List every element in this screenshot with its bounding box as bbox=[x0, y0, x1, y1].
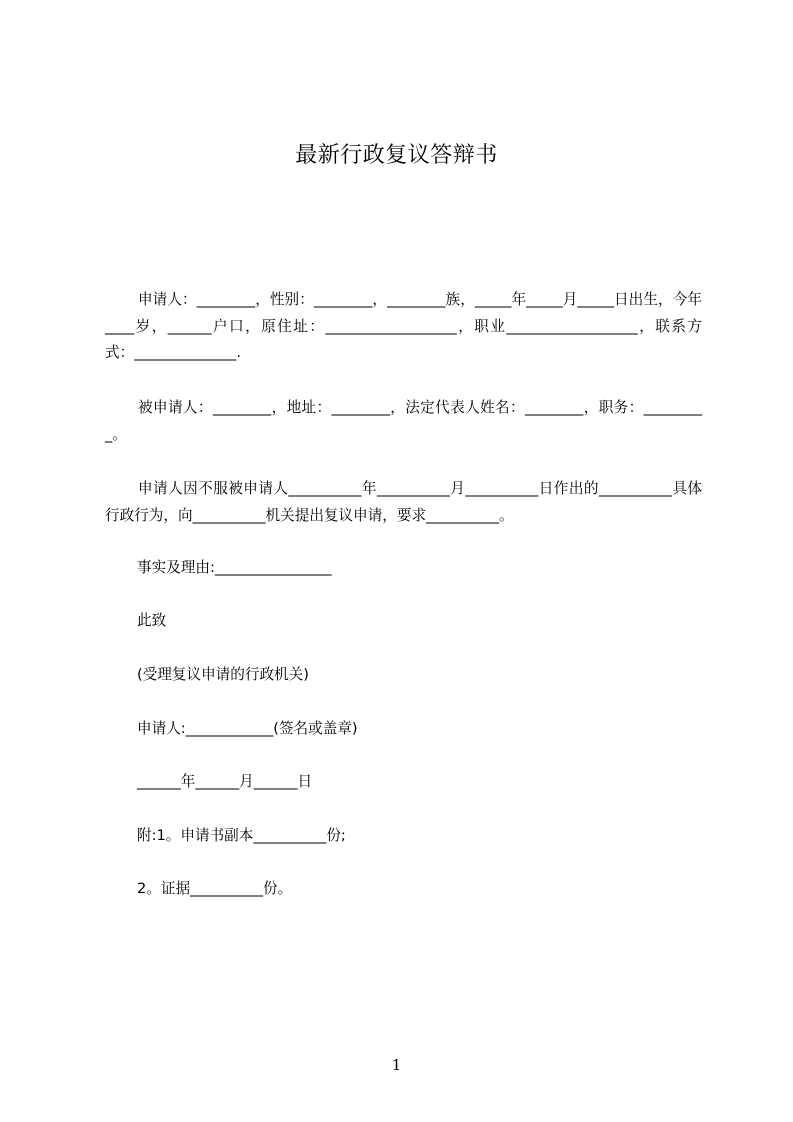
salutation-line: 此致 bbox=[137, 612, 167, 629]
attachment-2-line: 2。证据__________份。 bbox=[137, 880, 293, 897]
signature-line: 申请人:____________(签名或盖章) bbox=[137, 720, 358, 737]
date-line: ______年______月______日 bbox=[137, 773, 313, 790]
applicant-info-paragraph: 申请人：________，性别：________，________族，_____年_____月_____日出生，今年____岁，______户口，原住址：__________________，职业__________________，联系方式：______________. bbox=[105, 291, 702, 362]
attachment-1-line: 附:1。申请书副本__________份; bbox=[137, 827, 346, 844]
request-paragraph: 申请人因不服被申请人__________年__________月__________日作出的__________具体行政行为，向__________机关提出复议申请，要求__________。 bbox=[105, 480, 702, 524]
respondent-info-paragraph: 被申请人：________，地址：________，法定代表人姓名：________，职务：_________。 bbox=[105, 399, 702, 443]
facts-reasons-line: 事实及理由:________________ bbox=[137, 559, 332, 576]
document-title: 最新行政复议答辩书 bbox=[295, 143, 498, 168]
recipient-line: (受理复议申请的行政机关) bbox=[137, 666, 309, 683]
page-number: 1 bbox=[391, 1056, 402, 1074]
